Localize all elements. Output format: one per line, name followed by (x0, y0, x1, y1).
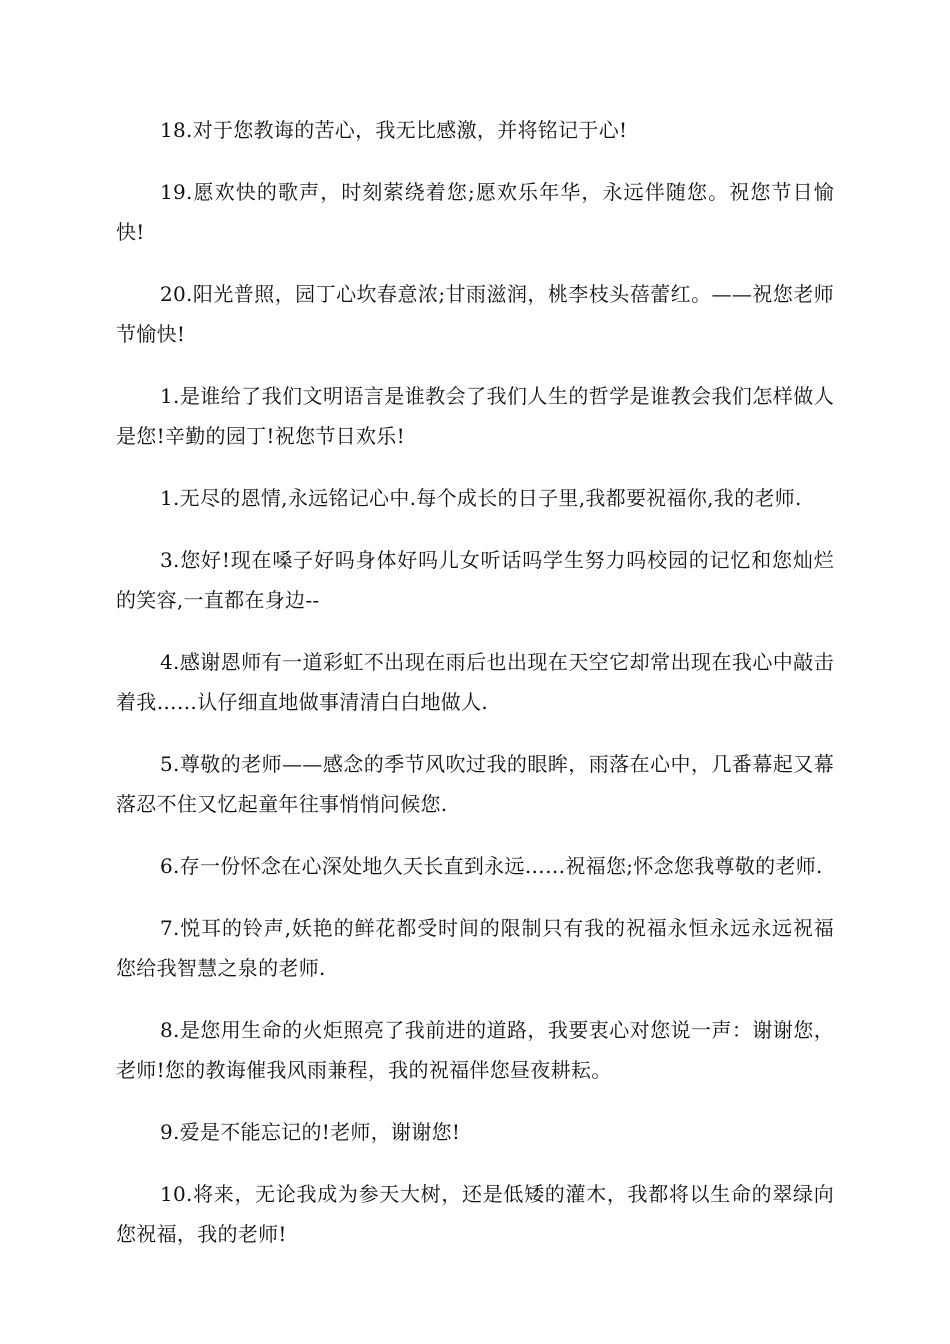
paragraph-8: 8.是您用生命的火炬照亮了我前进的道路，我要衷心对您说一声：谢谢您，老师!您的教诲催我风雨兼程，我的祝福伴您昼夜耕耘。 (116, 1018, 834, 1082)
paragraph-20: 20.阳光普照，园丁心坎春意浓;甘雨滋润，桃李枝头蓓蕾红。——祝您老师节愉快! (116, 282, 834, 346)
document-page (116, 110, 834, 1276)
paragraph-1b: 1.无尽的恩情,永远铭记心中.每个成长的日子里,我都要祝福你,我的老师. (160, 486, 802, 510)
paragraph-9: 9.爱是不能忘记的!老师，谢谢您! (160, 1120, 461, 1144)
paragraph-1a: 1.是谁给了我们文明语言是谁教会了我们人生的哲学是谁教会我们怎样做人是您!辛勤的园丁!祝您节日欢乐! (116, 384, 834, 448)
paragraph-3: 3.您好!现在嗓子好吗身体好吗儿女听话吗学生努力吗校园的记忆和您灿烂的笑容,一直都在身边-- (116, 548, 834, 612)
paragraph-6: 6.存一份怀念在心深处地久天长直到永远……祝福您;怀念您我尊敬的老师. (160, 854, 823, 878)
paragraph-5: 5.尊敬的老师——感念的季节风吹过我的眼眸，雨落在心中，几番幕起又幕落忍不住又忆起童年往事悄悄问候您. (116, 752, 834, 816)
paragraph-10: 10.将来，无论我成为参天大树，还是低矮的灌木，我都将以生命的翠绿向您祝福，我的老师! (116, 1182, 834, 1246)
paragraph-19: 19.愿欢快的歌声，时刻萦绕着您;愿欢乐年华，永远伴随您。祝您节日愉快! (116, 180, 834, 244)
paragraph-4: 4.感谢恩师有一道彩虹不出现在雨后也出现在天空它却常出现在我心中敲击着我……认仔细直地做事清清白白地做人. (116, 650, 834, 714)
paragraph-7: 7.悦耳的铃声,妖艳的鲜花都受时间的限制只有我的祝福永恒永远永远祝福您给我智慧之泉的老师. (116, 916, 834, 980)
paragraph-18: 18.对于您教诲的苦心，我无比感激，并将铭记于心! (160, 118, 628, 142)
